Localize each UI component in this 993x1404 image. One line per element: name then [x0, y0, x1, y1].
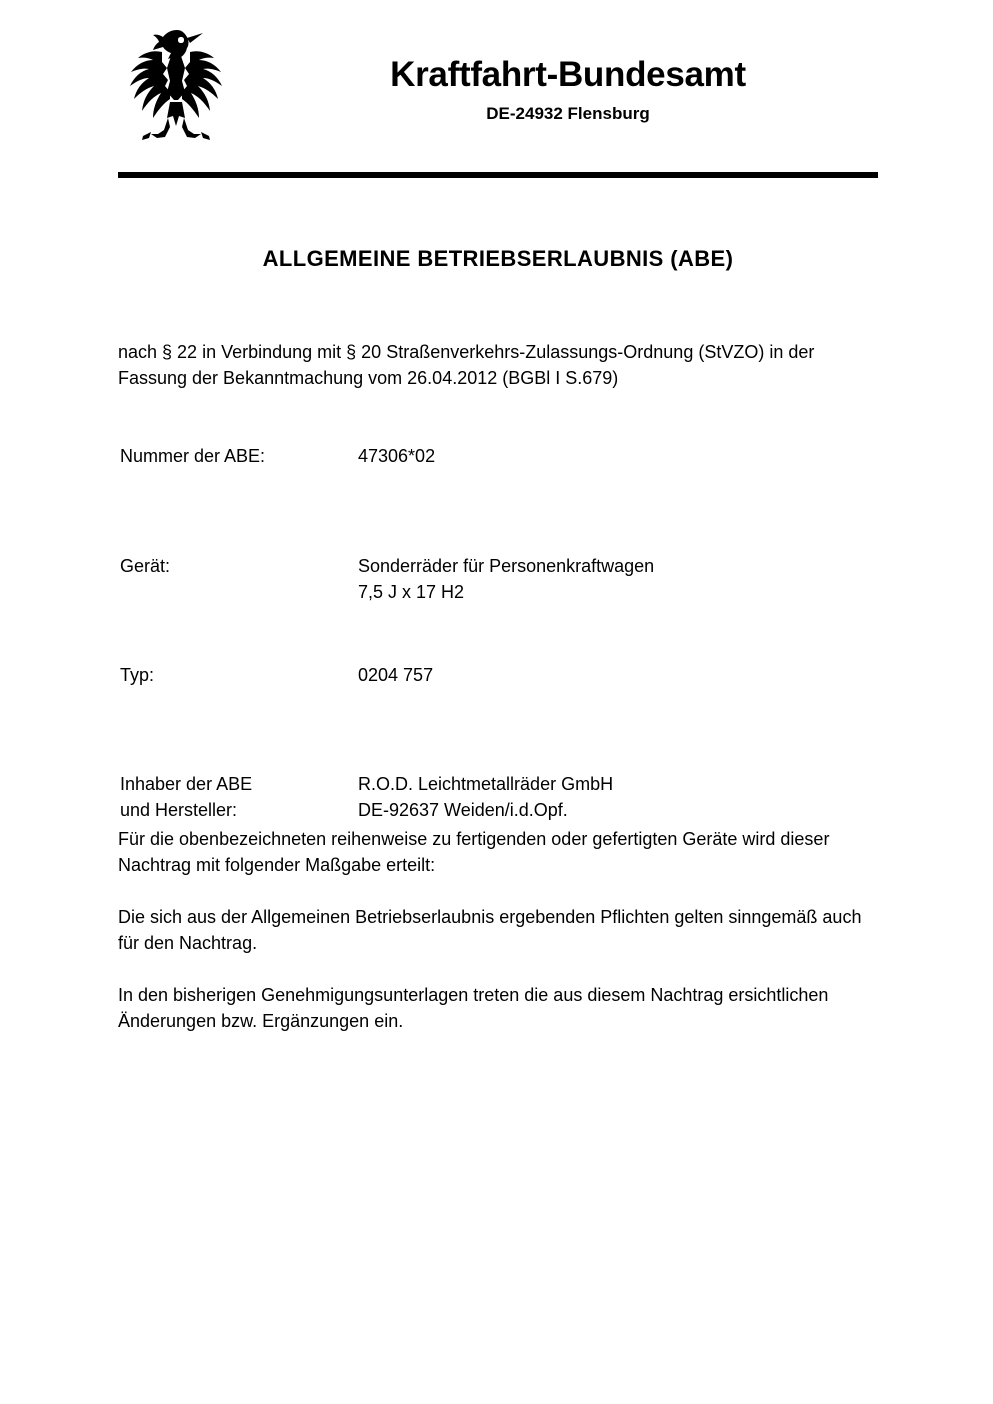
authority-name: Kraftfahrt-Bundesamt: [390, 55, 746, 94]
header-divider: [118, 172, 878, 178]
field-value-abe-number: 47306*02: [358, 446, 436, 466]
spacer-after-device: [120, 605, 864, 662]
field-value-holder-line2: DE-92637 Weiden/i.d.Opf.: [358, 800, 568, 820]
legal-basis-text: nach § 22 in Verbindung mit § 20 Straßenverkehrs-Zulassungs-Ordnung (StVZO) in der Fassung der Bekanntmachung vom 26.04.2012 (BGBl I S.679): [118, 342, 815, 388]
authority-address: DE-24932 Flensburg: [486, 104, 650, 123]
document-header: [118, 26, 878, 154]
field-label-holder-line1: Inhaber der ABE: [120, 774, 253, 794]
field-row-abe-number: [120, 443, 864, 469]
field-value-holder: [358, 771, 864, 823]
field-row-type: [120, 662, 864, 688]
field-label-holder-line2: und Hersteller:: [120, 800, 238, 820]
body-paragraph-3: In den bisherigen Genehmigungsunterlagen treten die aus diesem Nachtrag ersichtlichen Änderungen bzw. Ergänzungen ein.: [118, 985, 829, 1031]
field-label-type: Typ:: [120, 665, 155, 685]
field-value-holder-line1: R.O.D. Leichtmetallräder GmbH: [358, 774, 614, 794]
field-value-device-line1: Sonderräder für Personenkraftwagen: [358, 556, 655, 576]
field-row-holder: [120, 771, 864, 823]
field-list: [120, 443, 864, 823]
field-value-device: [358, 553, 864, 605]
spacer-after-abe-number: [120, 469, 864, 553]
spacer-after-type: [120, 688, 864, 771]
federal-eagle-emblem: [118, 26, 238, 150]
body-paragraph-1: Für die obenbezeichneten reihenweise zu fertigenden oder gefertigten Geräte wird dieser Nachtrag mit folgender Maßgabe erteilt:: [118, 829, 830, 875]
body-text-block: [118, 826, 866, 1034]
field-label-abe-number: Nummer der ABE:: [120, 446, 266, 466]
field-value-device-line2: 7,5 J x 17 H2: [358, 582, 465, 602]
page-title: ALLGEMEINE BETRIEBSERLAUBNIS (ABE): [262, 246, 734, 271]
header-text-block: [258, 54, 878, 124]
field-row-device: [120, 553, 864, 605]
body-paragraph-2: Die sich aus der Allgemeinen Betriebserlaubnis ergebenden Pflichten gelten sinngemäß auch für den Nachtrag.: [118, 907, 862, 953]
field-value-type: 0204 757: [358, 665, 434, 685]
field-label-holder: [120, 771, 358, 823]
field-label-device: Gerät:: [120, 556, 171, 576]
